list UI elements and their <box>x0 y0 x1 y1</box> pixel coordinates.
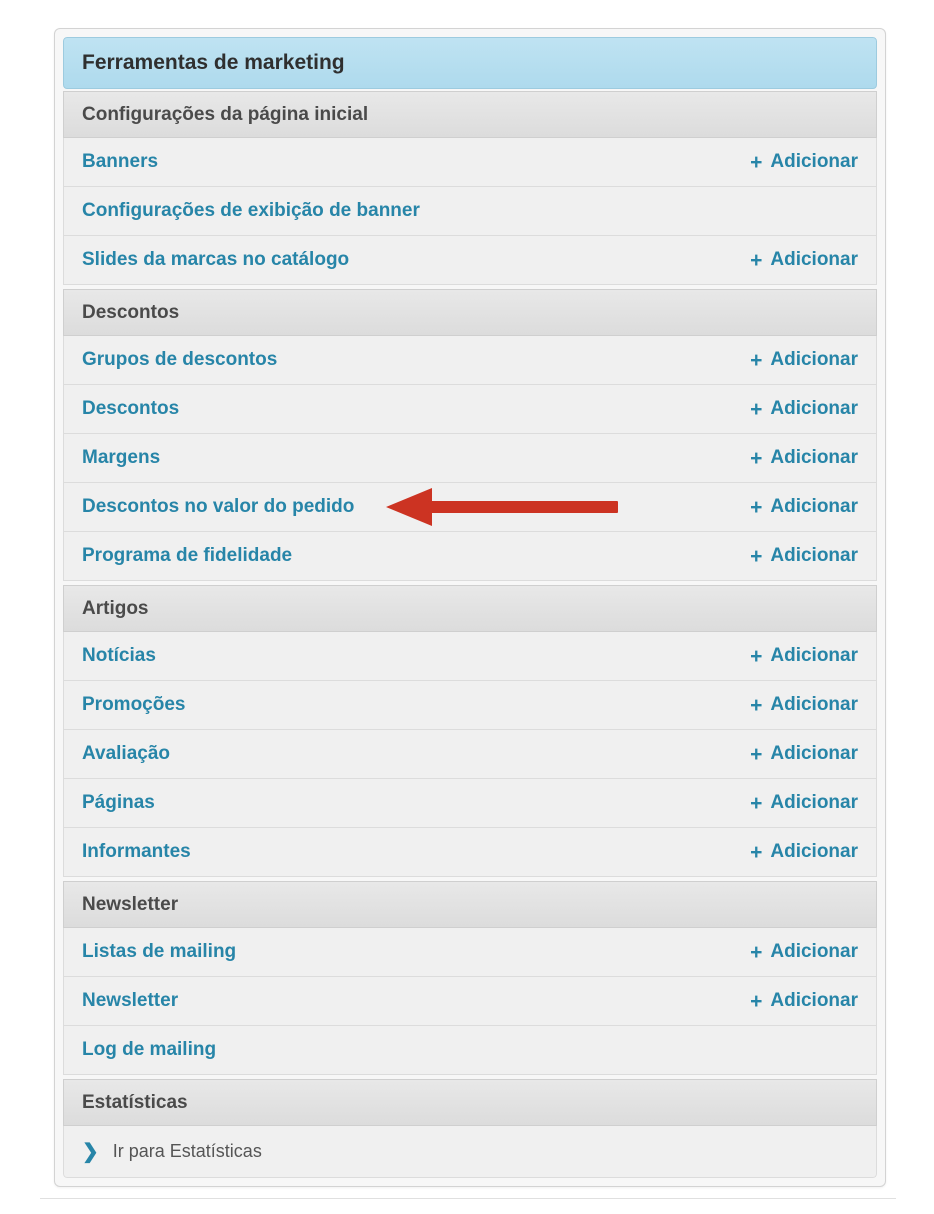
add-button[interactable] <box>750 151 858 173</box>
row-label[interactable]: Grupos de descontos <box>82 349 278 370</box>
plus-icon: + <box>750 742 763 766</box>
add-button[interactable] <box>750 792 858 814</box>
list-item-go-to-statistics[interactable] <box>63 1126 877 1178</box>
plus-icon: + <box>750 840 763 864</box>
add-label[interactable]: Adicionar <box>770 151 858 172</box>
add-label[interactable]: Adicionar <box>770 398 858 419</box>
list-item-informers[interactable] <box>63 828 877 877</box>
add-label[interactable]: Adicionar <box>770 743 858 764</box>
plus-icon: + <box>750 348 763 372</box>
list-item-news[interactable] <box>63 632 877 681</box>
row-label[interactable]: Avaliação <box>82 743 171 764</box>
row-label[interactable]: Listas de mailing <box>82 941 237 962</box>
add-label[interactable]: Adicionar <box>770 694 858 715</box>
row-label[interactable]: Log de mailing <box>82 1039 217 1060</box>
add-label[interactable]: Adicionar <box>770 841 858 862</box>
list-item-banners[interactable] <box>63 138 877 187</box>
row-label[interactable]: Banners <box>82 151 159 172</box>
add-label[interactable]: Adicionar <box>770 645 858 666</box>
list-item-discounts[interactable] <box>63 385 877 434</box>
list-item-reviews[interactable] <box>63 730 877 779</box>
panel-title-bar <box>63 37 877 89</box>
group-header-newsletter <box>63 881 877 928</box>
row-label[interactable]: Margens <box>82 447 161 468</box>
add-button[interactable] <box>750 645 858 667</box>
list-item-discount-groups[interactable] <box>63 336 877 385</box>
add-label[interactable]: Adicionar <box>770 349 858 370</box>
row-label[interactable]: Programa de fidelidade <box>82 545 293 566</box>
plus-icon: + <box>750 693 763 717</box>
plus-icon: + <box>750 446 763 470</box>
plus-icon: + <box>750 248 763 272</box>
add-button[interactable] <box>750 941 858 963</box>
list-item-loyalty-program[interactable] <box>63 532 877 581</box>
add-button[interactable] <box>750 743 858 765</box>
add-label[interactable]: Adicionar <box>770 496 858 517</box>
add-button[interactable] <box>750 496 858 518</box>
group-header-label: Configurações da página inicial <box>82 103 369 125</box>
list-item-promotions[interactable] <box>63 681 877 730</box>
plus-icon: + <box>750 791 763 815</box>
statistics-link-label[interactable]: Ir para Estatísticas <box>112 1141 262 1161</box>
plus-icon: + <box>750 397 763 421</box>
plus-icon: + <box>750 150 763 174</box>
plus-icon: + <box>750 940 763 964</box>
add-button[interactable] <box>750 990 858 1012</box>
plus-icon: + <box>750 544 763 568</box>
group-header-homepage-settings <box>63 91 877 138</box>
plus-icon: + <box>750 989 763 1013</box>
list-item-margins[interactable] <box>63 434 877 483</box>
plus-icon: + <box>750 495 763 519</box>
group-header-label: Estatísticas <box>82 1091 188 1113</box>
plus-icon: + <box>750 644 763 668</box>
row-label[interactable]: Newsletter <box>82 990 179 1011</box>
list-item-newsletter[interactable] <box>63 977 877 1026</box>
add-button[interactable] <box>750 694 858 716</box>
add-button[interactable] <box>750 249 858 271</box>
row-label[interactable]: Páginas <box>82 792 155 813</box>
group-header-label: Descontos <box>82 301 180 323</box>
marketing-tools-panel <box>54 28 886 1187</box>
group-header-discounts <box>63 289 877 336</box>
group-header-statistics <box>63 1079 877 1126</box>
list-item-banner-display-settings[interactable] <box>63 187 877 236</box>
add-label[interactable]: Adicionar <box>770 941 858 962</box>
add-label[interactable]: Adicionar <box>770 447 858 468</box>
bottom-divider <box>40 1198 896 1199</box>
add-label[interactable]: Adicionar <box>770 545 858 566</box>
add-label[interactable]: Adicionar <box>770 792 858 813</box>
add-label[interactable]: Adicionar <box>770 249 858 270</box>
list-item-mailing-lists[interactable] <box>63 928 877 977</box>
chevron-right-icon: ❯ <box>82 1140 99 1163</box>
row-label[interactable]: Slides da marcas no catálogo <box>82 249 350 270</box>
add-button[interactable] <box>750 349 858 371</box>
list-item-pages[interactable] <box>63 779 877 828</box>
add-button[interactable] <box>750 447 858 469</box>
row-label[interactable]: Notícias <box>82 645 156 666</box>
list-item-order-value-discounts[interactable] <box>63 483 877 532</box>
group-header-articles <box>63 585 877 632</box>
list-item-catalog-brand-slides[interactable] <box>63 236 877 285</box>
row-label[interactable]: Informantes <box>82 841 191 862</box>
row-label[interactable]: Descontos <box>82 398 180 419</box>
page-title: Ferramentas de marketing <box>82 51 345 74</box>
row-label[interactable]: Configurações de exibição de banner <box>82 200 420 221</box>
add-button[interactable] <box>750 398 858 420</box>
panel-inner <box>63 37 877 1178</box>
row-label[interactable]: Descontos no valor do pedido <box>82 496 355 517</box>
group-header-label: Artigos <box>82 597 149 619</box>
group-header-label: Newsletter <box>82 893 179 915</box>
add-button[interactable] <box>750 841 858 863</box>
add-label[interactable]: Adicionar <box>770 990 858 1011</box>
row-label[interactable]: Promoções <box>82 694 186 715</box>
list-item-mailing-log[interactable] <box>63 1026 877 1075</box>
add-button[interactable] <box>750 545 858 567</box>
